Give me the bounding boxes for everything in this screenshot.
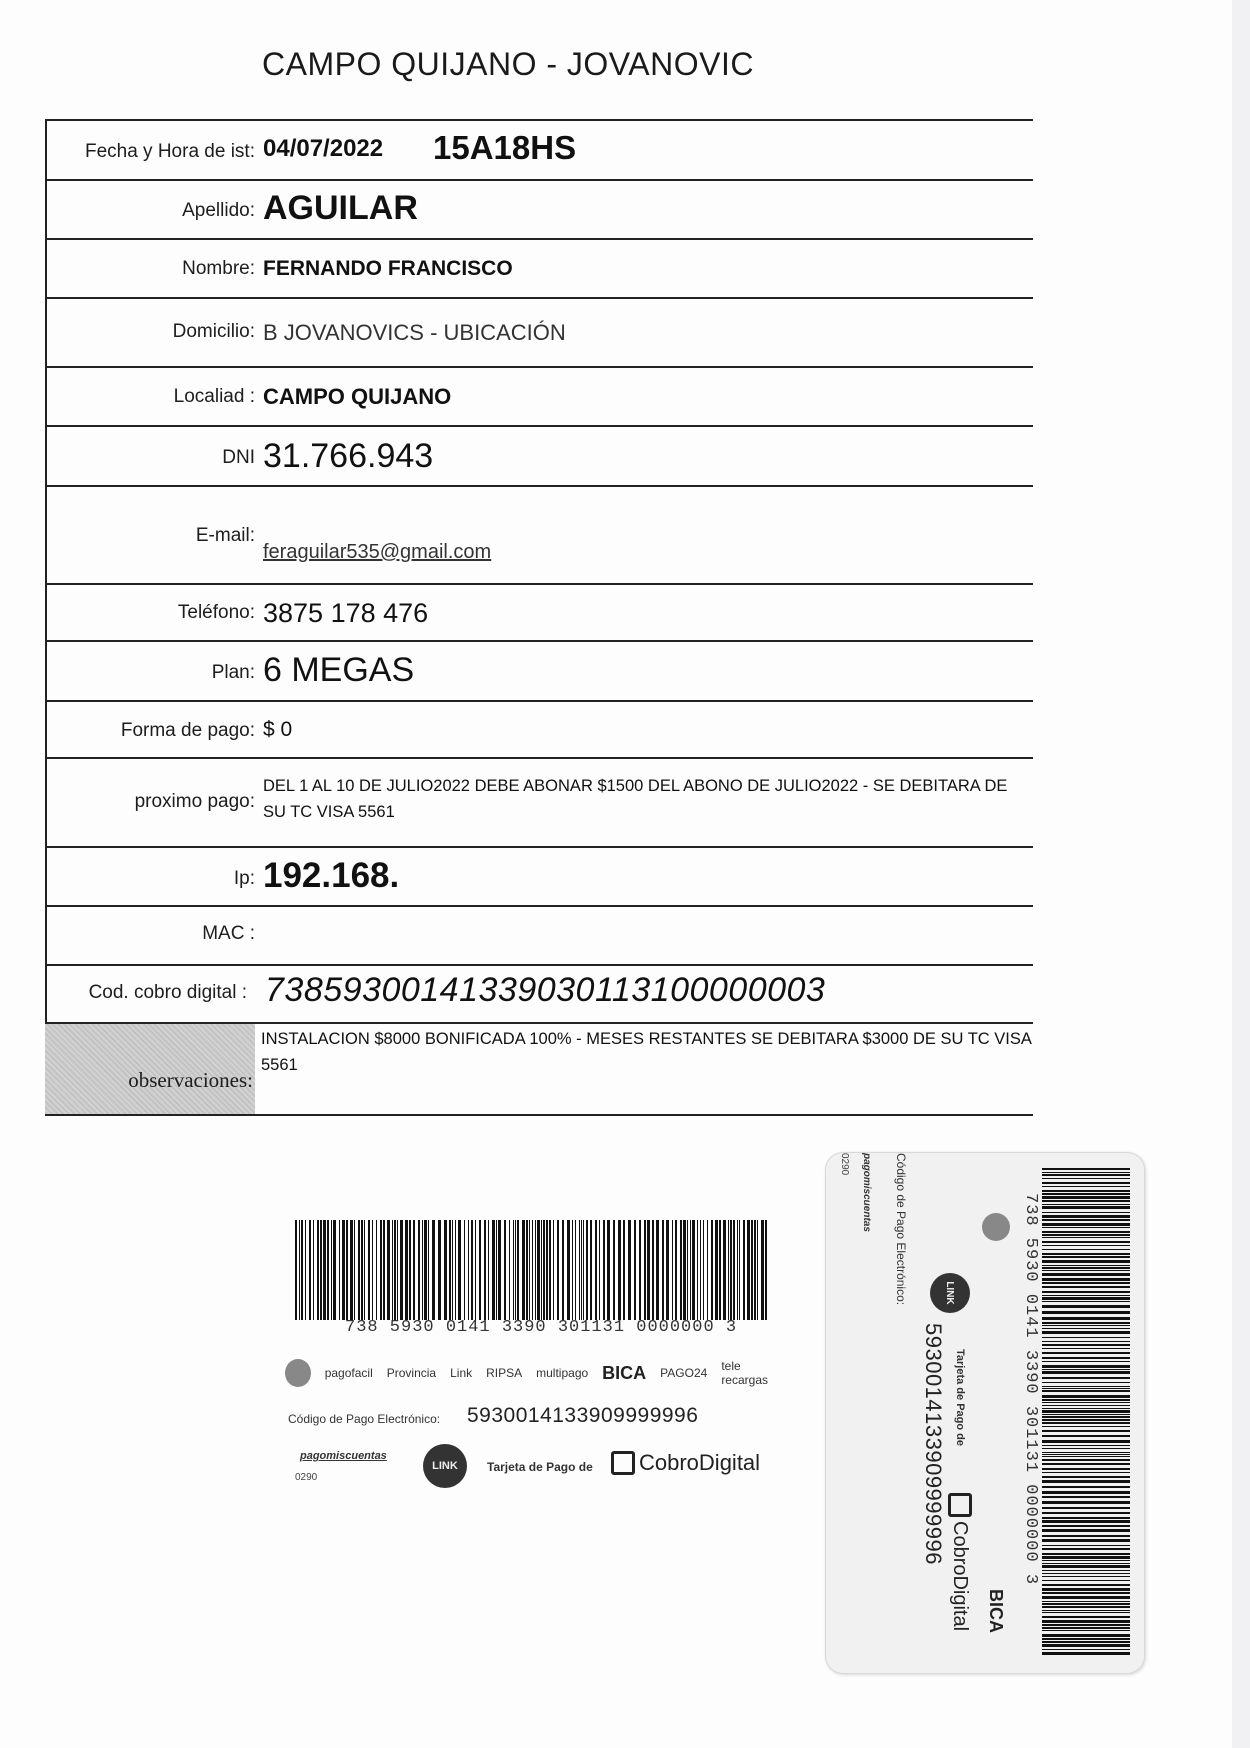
forma-pago-value: $ 0 [263, 718, 293, 741]
barcode-slip [255, 1210, 795, 1510]
domicilio-label: Domicilio: [172, 321, 255, 342]
row-forma-pago [45, 700, 1033, 757]
card-cobrodigital-icon [948, 1493, 972, 1517]
row-observaciones [45, 1022, 1033, 1116]
row-dni [45, 425, 1033, 485]
barcode-number: 738 5930 0141 3390 301131 0000000 3 [345, 1318, 738, 1337]
card-number-small: 0290 [839, 1153, 850, 1176]
card-barcode-image [1042, 1168, 1130, 1658]
dni-value: 31.766.943 [263, 437, 434, 475]
logo-provincia: Provincia [386, 1366, 437, 1380]
fecha-time: 15A18HS [433, 129, 577, 166]
fecha-label: Fecha y Hora de ist: [84, 141, 255, 162]
payment-card-content [826, 1153, 1144, 1673]
card-number: 0290 [295, 1472, 318, 1483]
logo-pagofacil: pagofacil [324, 1366, 373, 1380]
email-value: feraguilar535@gmail.com [263, 541, 492, 563]
domicilio-value: B JOVANOVICS - UBICACIÓN [263, 320, 566, 345]
proximo-pago-value: DEL 1 AL 10 DE JULIO2022 DEBE ABONAR $1500 DEL ABONO DE JULIO2022 - SE DEBITARA DE SU TC VISA 5561 [263, 777, 1008, 821]
logo-bica: BICA [602, 1362, 647, 1383]
row-domicilio [45, 297, 1033, 366]
cpe-label: Código de Pago Electrónico: [288, 1412, 441, 1426]
card-payment-logos [976, 1213, 1016, 1633]
card-cobrodigital-logo [948, 1493, 972, 1631]
nombre-value: FERNANDO FRANCISCO [263, 257, 513, 280]
plan-label: Plan: [211, 662, 255, 683]
ip-label: Ip: [233, 868, 255, 889]
row-ip [45, 846, 1033, 905]
logo-pago24: PAGO24 [660, 1366, 708, 1380]
telefono-label: Teléfono: [177, 602, 255, 623]
nombre-label: Nombre: [182, 258, 255, 279]
logo-link: Link [450, 1366, 473, 1380]
row-apellido [45, 179, 1033, 238]
row-fecha [45, 119, 1033, 179]
cobrodigital-logo [611, 1450, 760, 1476]
cod-cobro-label: Cod. cobro digital : [88, 982, 247, 1003]
page-title: CAMPO QUIJANO - JOVANOVIC [262, 46, 754, 82]
observaciones-label: observaciones: [128, 1068, 253, 1092]
localidad-value: CAMPO QUIJANO [263, 384, 452, 409]
scan-edge [1232, 0, 1250, 1748]
payment-card [825, 1152, 1145, 1674]
card-cobrodigital-text: CobroDigital [949, 1521, 972, 1632]
registration-form [45, 119, 1033, 1116]
cobrodigital-icon [611, 1451, 635, 1475]
logo-multipago: multipago [536, 1366, 589, 1380]
card-pagofacil-icon [982, 1213, 1010, 1241]
ip-value: 192.168. [263, 856, 400, 895]
observaciones-value: INSTALACION $8000 BONIFICADA 100% - MESES RESTANTES SE DEBITARA $3000 DE SU TC VISA 5561 [261, 1030, 1031, 1074]
logo-tele-recargas: tele recargas [721, 1359, 768, 1387]
row-mac [45, 905, 1033, 964]
cod-cobro-value: 73859300141339030113100000003 [265, 971, 826, 1009]
logo-ripsa: RIPSA [486, 1366, 523, 1380]
proximo-pago-label: proximo pago: [134, 791, 255, 812]
pagofacil-icon [285, 1359, 311, 1387]
row-localidad [45, 366, 1033, 425]
link-logo: LINK [423, 1444, 467, 1488]
card-pagomiscuentas-logo: pagomiscuentas [861, 1153, 872, 1232]
fecha-date: 04/07/2022 [263, 135, 384, 162]
pagomiscuentas-logo: pagomiscuentas [300, 1450, 387, 1462]
dni-label: DNI [222, 447, 255, 468]
cpe-code: 5930014133909999996 [467, 1404, 699, 1427]
localidad-label: Localiad : [173, 386, 255, 407]
apellido-label: Apellido: [182, 200, 255, 221]
card-cpe-code: 5930014133909999996 [921, 1323, 946, 1565]
telefono-value: 3875 178 476 [263, 598, 429, 628]
barcode-image [295, 1220, 770, 1320]
payment-logos [285, 1358, 785, 1388]
row-nombre [45, 238, 1033, 297]
apellido-value: AGUILAR [263, 189, 418, 227]
card-cpe-label: Código de Pago Electrónico: [894, 1153, 908, 1306]
cobrodigital-text: CobroDigital [639, 1450, 761, 1475]
row-telefono [45, 583, 1033, 640]
plan-value: 6 MEGAS [263, 651, 415, 689]
email-label: E-mail: [195, 525, 255, 546]
card-tarjeta-label: Tarjeta de Pago de [954, 1349, 966, 1446]
row-cod-cobro [45, 964, 1033, 1022]
mac-label: MAC : [202, 923, 255, 944]
row-email [45, 485, 1033, 583]
row-plan [45, 640, 1033, 700]
forma-pago-label: Forma de pago: [120, 720, 255, 741]
card-link-logo: LINK [930, 1273, 970, 1313]
card-bica-logo: BICA [986, 1589, 1007, 1633]
tarjeta-label: Tarjeta de Pago de [487, 1460, 593, 1474]
row-proximo-pago [45, 757, 1033, 846]
card-barcode-number: 738 5930 0141 3390 301131 0000000 3 [1021, 1193, 1040, 1586]
